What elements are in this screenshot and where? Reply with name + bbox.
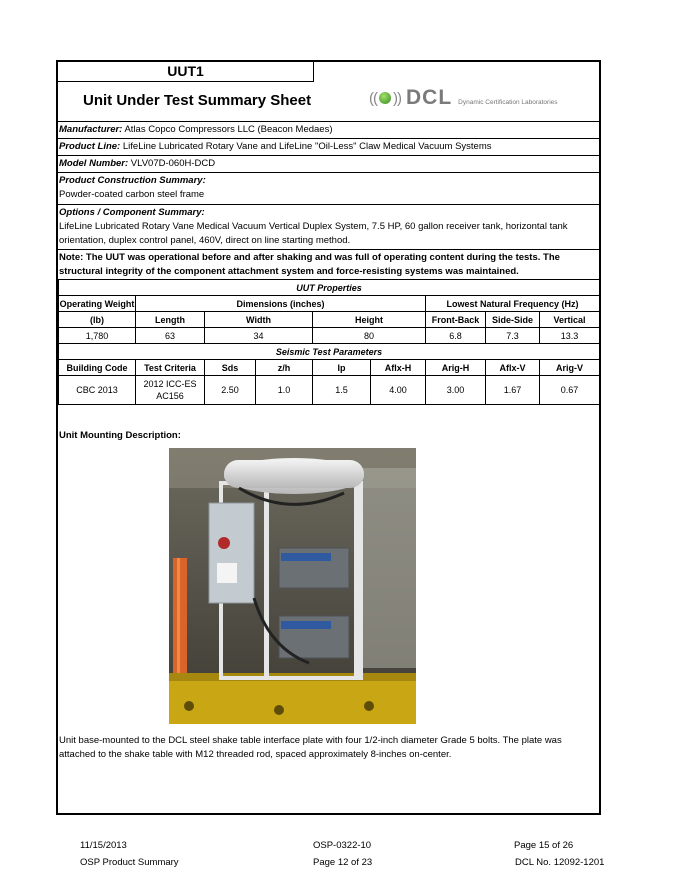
col-arig-h: Arig-H	[426, 360, 486, 376]
value-width: 34	[205, 328, 313, 344]
product-line-label: Product Line:	[59, 141, 121, 152]
col-front-back: Front-Back	[426, 312, 486, 328]
value-arig-v: 0.67	[540, 376, 600, 405]
footer-section: OSP Product Summary	[80, 857, 179, 868]
model-number-label: Model Number:	[59, 158, 129, 169]
note-row	[58, 249, 599, 279]
product-line-row	[58, 138, 599, 155]
green-dot-icon	[379, 92, 391, 104]
value-aflx-v: 1.67	[486, 376, 540, 405]
operating-weight-unit: (lb)	[59, 312, 136, 328]
col-sds: Sds	[205, 360, 256, 376]
value-side-side: 7.3	[486, 328, 540, 344]
mounting-label: Unit Mounting Description:	[59, 430, 181, 441]
mounting-text: Unit base-mounted to the DCL steel shake table interface plate with four 1/2-inch diameter Grade 5 bolts. The plate was attached to the shake table with M12 threaded rod, spaced approximately 8-inches on-center.	[59, 735, 562, 760]
manufacturer-row	[58, 121, 599, 138]
col-aflx-h: Aflx-H	[371, 360, 426, 376]
options-label: Options / Component Summary:	[59, 207, 205, 218]
model-number-value: VLV07D-060H-DCD	[130, 158, 216, 169]
value-aflx-h: 4.00	[371, 376, 426, 405]
value-length: 63	[136, 328, 205, 344]
test-criteria-line1: 2012 ICC-ES	[143, 379, 197, 389]
logo-subtext: Dynamic Certification Laboratories	[458, 98, 558, 106]
construction-row	[58, 172, 599, 204]
operating-weight-label: Operating Weight	[59, 296, 136, 312]
col-ip: Ip	[313, 360, 371, 376]
value-ip: 1.5	[313, 376, 371, 405]
value-vertical: 13.3	[540, 328, 600, 344]
col-test-criteria: Test Criteria	[136, 360, 205, 376]
note-text: Note: The UUT was operational before and after shaking and was full of operating content during the tests. The structural integrity of the component attachment system and force-resisting systems was maintained.	[59, 252, 560, 277]
col-vertical: Vertical	[540, 312, 600, 328]
dcl-logo	[369, 86, 558, 110]
value-zh: 1.0	[256, 376, 313, 405]
value-sds: 2.50	[205, 376, 256, 405]
unit-photo	[169, 448, 416, 724]
page-title: Unit Under Test Summary Sheet	[83, 92, 312, 109]
col-building-code: Building Code	[59, 360, 136, 376]
uut-label: UUT1	[58, 62, 314, 82]
manufacturer-label: Manufacturer:	[59, 124, 123, 135]
footer-page-total: Page 15 of 26	[514, 840, 574, 851]
value-weight: 1,780	[59, 328, 136, 344]
construction-value: Powder-coated carbon steel frame	[59, 189, 205, 200]
uut-properties-heading: UUT Properties	[59, 280, 600, 296]
col-height: Height	[313, 312, 426, 328]
manufacturer-value: Atlas Copco Compressors LLC (Beacon Medaes)	[124, 124, 333, 135]
construction-label: Product Construction Summary:	[59, 175, 206, 186]
col-length: Length	[136, 312, 205, 328]
signal-waves-icon-right: ))	[393, 89, 401, 107]
options-row	[58, 204, 599, 249]
model-number-row	[58, 155, 599, 172]
col-aflx-v: Aflx-V	[486, 360, 540, 376]
value-test-criteria	[136, 376, 205, 405]
options-value: LifeLine Lubricated Rotary Vane Medical Vacuum Vertical Duplex System, 7.5 HP, 60 gallon receiver tank, horizontal tank orientation, duplex control panel, 460V, direct on line starting method.	[59, 221, 568, 246]
logo-text: DCL	[406, 86, 453, 109]
test-criteria-line2: AC156	[156, 391, 184, 401]
col-width: Width	[205, 312, 313, 328]
dimensions-label: Dimensions (inches)	[136, 296, 426, 312]
product-line-value: LifeLine Lubricated Rotary Vane and LifeLine "Oil-Less" Claw Medical Vacuum Systems	[122, 141, 492, 152]
col-side-side: Side-Side	[486, 312, 540, 328]
value-building-code: CBC 2013	[59, 376, 136, 405]
footer-dcl-no: DCL No. 12092-1201	[515, 857, 605, 868]
signal-waves-icon: ((	[369, 89, 377, 107]
value-height: 80	[313, 328, 426, 344]
uut-properties-table	[58, 279, 600, 405]
value-arig-h: 3.00	[426, 376, 486, 405]
footer-doc-id: OSP-0322-10	[313, 840, 372, 851]
col-zh: z/h	[256, 360, 313, 376]
frequency-label: Lowest Natural Frequency (Hz)	[426, 296, 600, 312]
seismic-heading: Seismic Test Parameters	[59, 344, 600, 360]
summary-sheet-frame	[56, 60, 601, 815]
footer-page-section: Page 12 of 23	[313, 857, 373, 868]
col-arig-v: Arig-V	[540, 360, 600, 376]
footer-date: 11/15/2013	[80, 840, 127, 851]
value-front-back: 6.8	[426, 328, 486, 344]
